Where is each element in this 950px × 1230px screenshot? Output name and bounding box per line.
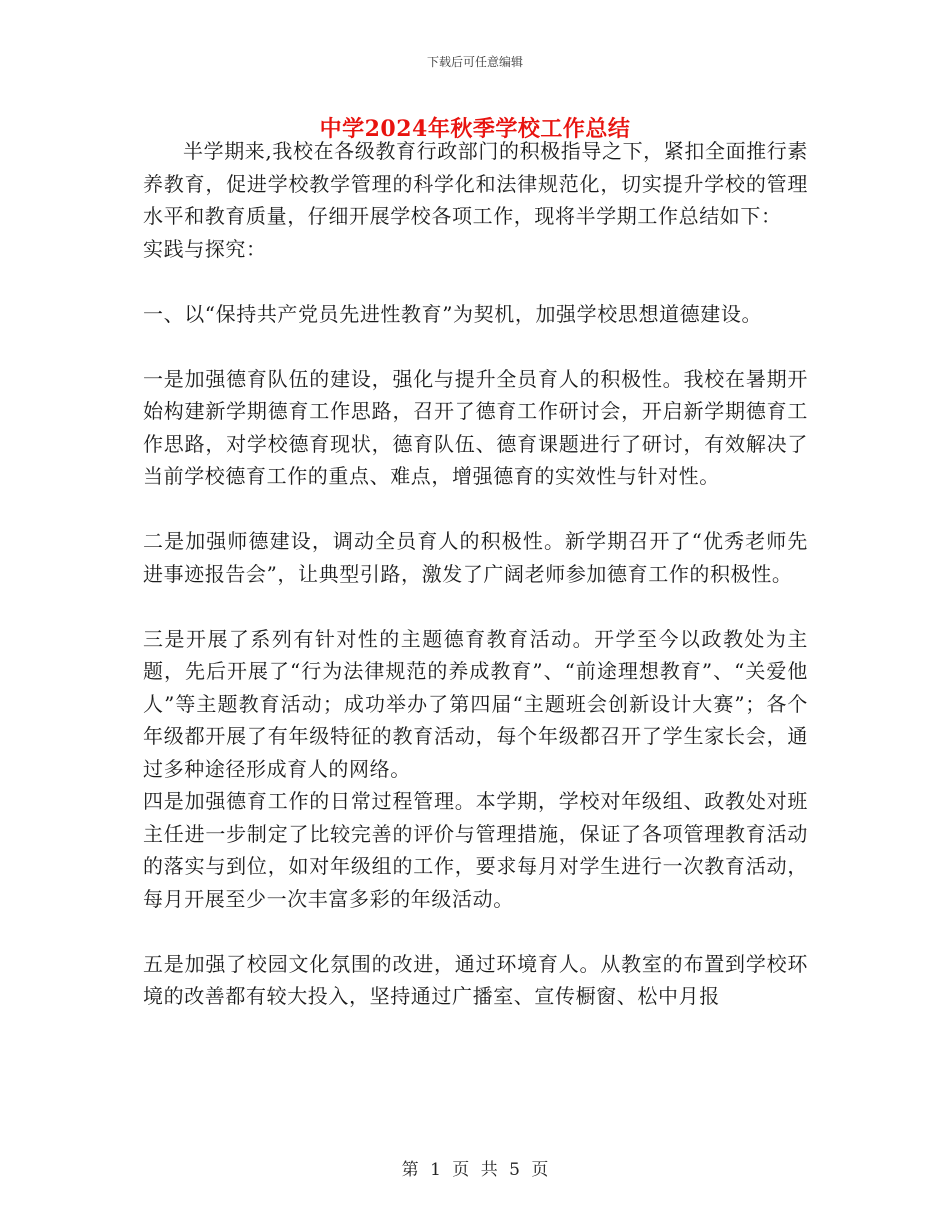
section-label: 实践与探究： [143,236,267,261]
spacer [143,330,808,363]
paragraph-item-5: 五是加强了校园文化氛围的改进，通过环境育人。从教室的布置到学校环境的改善都有较大投入，坚持通过广播室、宣传橱窗、松中月报 [143,951,808,1008]
spacer [143,265,808,298]
intro-paragraph: 半学期来,我校在各级教育行政部门的积极指导之下，紧扣全面推行素养教育，促进学校教学管理的科学化和法律规范化，切实提升学校的管理水平和教育质量，仔细开展学校各项工作，现将半学期工作总结如下： [143,139,808,228]
page-number-footer: 第 1 页 共 5 页 [401,1160,549,1180]
spacer [143,915,808,948]
page-header-note: 下载后可任意编辑 [426,55,523,69]
section-heading-1: 一、以“保持共产党员先进性教育”为契机，加强学校思想道德建设。 [143,301,763,326]
spacer [143,590,808,623]
document-title: 中学2024年秋季学校工作总结 [319,116,631,142]
paragraph-item-1: 一是加强德育队伍的建设，强化与提升全员育人的积极性。我校在暑期开始构建新学期德育工作思路，召开了德育工作研讨会，开启新学期德育工作思路，对学校德育现状，德育队伍、德育课题进行了研讨，有效解决了当前学校德育工作的重点、难点，增强德育的实效性与针对性。 [143,366,808,488]
paragraph-item-3: 三是开展了系列有针对性的主题德育教育活动。开学至今以政教处为主题，先后开展了“行为法律规范的养成教育”、“前途理想教育”、“关爱他人”等主题教育活动；成功举办了第四届“主题班会创新设计大赛”；各个年级都开展了有年级特征的教育活动，每个年级都召开了学生家长会，通过多种途径形成育人的网络。 [143,626,808,781]
document-body [143,135,808,1013]
spacer [143,493,808,526]
paragraph-item-4: 四是加强德育工作的日常过程管理。本学期，学校对年级组、政教处对班主任进一步制定了比较完善的评价与管理措施，保证了各项管理教育活动的落实与到位，如对年级组的工作，要求每月对学生进行一次教育活动，每月开展至少一次丰富多彩的年级活动。 [143,789,808,911]
paragraph-item-2: 二是加强师德建设，调动全员育人的积极性。新学期召开了“优秀老师先进事迹报告会”，让典型引路，激发了广阔老师参加德育工作的积极性。 [143,529,808,586]
